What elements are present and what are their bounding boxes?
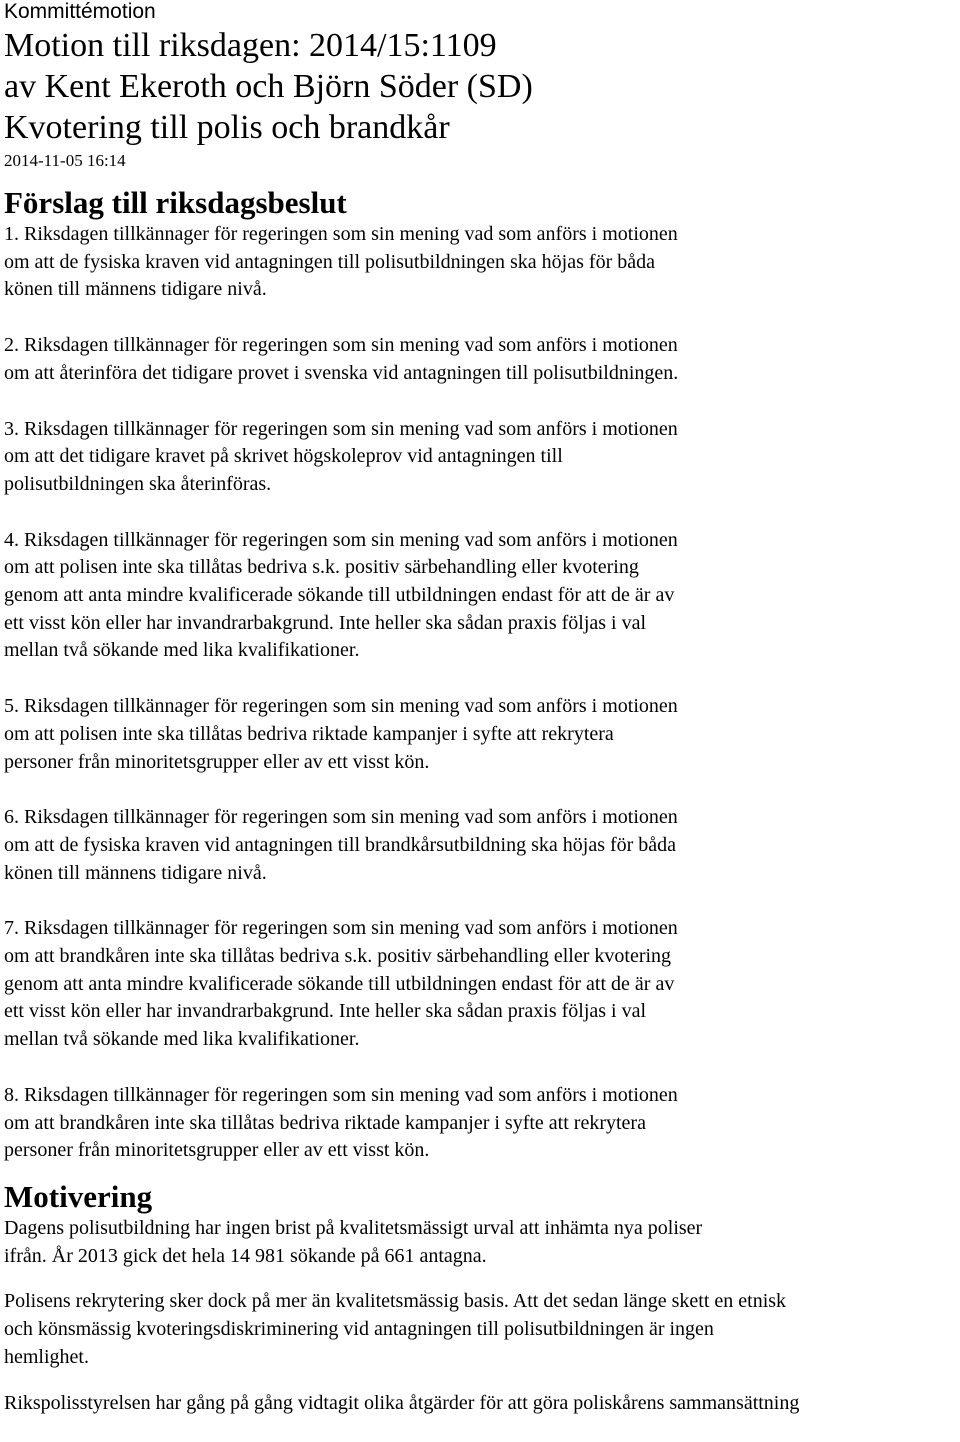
proposal-line: 1. Riksdagen tillkännager för regeringen som sin mening vad som anförs i motionen [4, 223, 678, 245]
proposal-line: 3. Riksdagen tillkännager för regeringen som sin mening vad som anförs i motionen [4, 417, 678, 440]
proposal-item [4, 221, 956, 304]
proposal-line: om att polisen inte ska tillåtas bedriva s.k. positiv särbehandling eller kvotering [4, 556, 639, 579]
motion-authors: av Kent Ekeroth och Björn Söder (SD) [4, 68, 533, 105]
proposal-line: genom att anta mindre kvalificerade sökande till utbildningen endast för att de är av [4, 584, 675, 607]
motivation-line: ifrån. År 2013 gick det hela 14 981 sökande på 661 antagna. [4, 1244, 487, 1267]
motivation-line: Polisens rekrytering sker dock på mer än kvalitetsmässig basis. Att det sedan länge skett en etnisk [4, 1290, 787, 1313]
proposal-line: om att återinföra det tidigare provet i svenska vid antagningen till polisutbildningen. [4, 361, 679, 384]
proposal-line: om att det tidigare kravet på skrivet högskoleprov vid antagningen till [4, 445, 563, 468]
proposal-item [4, 915, 956, 1054]
proposal-item [4, 527, 956, 666]
motivation-paragraph [4, 1390, 956, 1418]
motivation-paragraph [4, 1288, 956, 1371]
motivation-paragraph [4, 1215, 956, 1270]
proposal-line: 2. Riksdagen tillkännager för regeringen som sin mening vad som anförs i motionen [4, 334, 678, 357]
paragraph-gap [4, 776, 956, 804]
proposal-line: mellan två sökande med lika kvalifikationer. [4, 1028, 360, 1051]
paragraph-gap [4, 304, 956, 332]
motivation-line: Rikspolisstyrelsen har gång på gång vidtagit olika åtgärder för att göra poliskårens sammansättning [4, 1391, 800, 1414]
motivation-heading: Motivering [4, 1178, 153, 1214]
proposal-line: genom att anta mindre kvalificerade sökande till utbildningen endast för att de är av [4, 972, 675, 995]
proposal-line: om att de fysiska kraven vid antagningen till polisutbildningen ska höjas för båda [4, 250, 655, 273]
paragraph-gap [4, 1054, 956, 1082]
proposal-line: ett visst kön eller har invandrarbakgrund. Inte heller ska sådan praxis följas i val [4, 1000, 647, 1023]
proposal-line: ett visst kön eller har invandrarbakgrund. Inte heller ska sådan praxis följas i val [4, 611, 647, 634]
proposal-line: mellan två sökande med lika kvalifikationer. [4, 639, 360, 662]
proposal-item [4, 416, 956, 499]
proposal-line: personer från minoritetsgrupper eller av ett visst kön. [4, 750, 430, 773]
proposal-line: personer från minoritetsgrupper eller av ett visst kön. [4, 1139, 430, 1162]
proposal-line: 4. Riksdagen tillkännager för regeringen som sin mening vad som anförs i motionen [4, 528, 678, 551]
proposal-item [4, 332, 956, 387]
motivation-line: hemlighet. [4, 1345, 89, 1368]
motion-subject: Kvotering till polis och brandkår [4, 109, 450, 146]
proposal-line: 8. Riksdagen tillkännager för regeringen som sin mening vad som anförs i motionen [4, 1083, 678, 1106]
submission-datetime: 2014-11-05 16:14 [4, 151, 126, 170]
paragraph-gap [4, 887, 956, 915]
proposal-line: om att polisen inte ska tillåtas bedriva riktade kampanjer i syfte att rekrytera [4, 722, 614, 745]
proposal-line: om att brandkåren inte ska tillåtas bedriva s.k. positiv särbehandling eller kvotering [4, 945, 672, 968]
paragraph-gap [4, 1270, 956, 1288]
motivation-line: och könsmässig kvoteringsdiskriminering vid antagningen till polisutbildningen är ingen [4, 1318, 714, 1341]
proposal-heading: Förslag till riksdagsbeslut [4, 185, 347, 220]
paragraph-gap [4, 1372, 956, 1390]
proposal-line: 7. Riksdagen tillkännager för regeringen som sin mening vad som anförs i motionen [4, 917, 678, 940]
paragraph-gap [4, 388, 956, 416]
document-type-label: Kommittémotion [4, 0, 156, 23]
proposal-line: om att brandkåren inte ska tillåtas bedriva riktade kampanjer i syfte att rekrytera [4, 1111, 646, 1134]
motivation-line: Dagens polisutbildning har ingen brist på kvalitetsmässigt urval att inhämta nya poliser [4, 1216, 703, 1239]
paragraph-gap [4, 499, 956, 527]
proposal-item [4, 693, 956, 776]
proposal-item [4, 1082, 956, 1165]
motion-document [4, 0, 956, 1417]
proposal-line: polisutbildningen ska återinföras. [4, 472, 272, 495]
proposal-line: om att de fysiska kraven vid antagningen till brandkårsutbildning ska höjas för båda [4, 833, 677, 856]
proposal-line: könen till männens tidigare nivå. [4, 861, 267, 884]
motion-title: Motion till riksdagen: 2014/15:1109 [4, 27, 497, 64]
paragraph-gap [4, 665, 956, 693]
proposal-line: 6. Riksdagen tillkännager för regeringen som sin mening vad som anförs i motionen [4, 806, 678, 829]
proposal-line: 5. Riksdagen tillkännager för regeringen som sin mening vad som anförs i motionen [4, 695, 678, 718]
proposal-line: könen till männens tidigare nivå. [4, 278, 267, 301]
proposal-item [4, 804, 956, 887]
